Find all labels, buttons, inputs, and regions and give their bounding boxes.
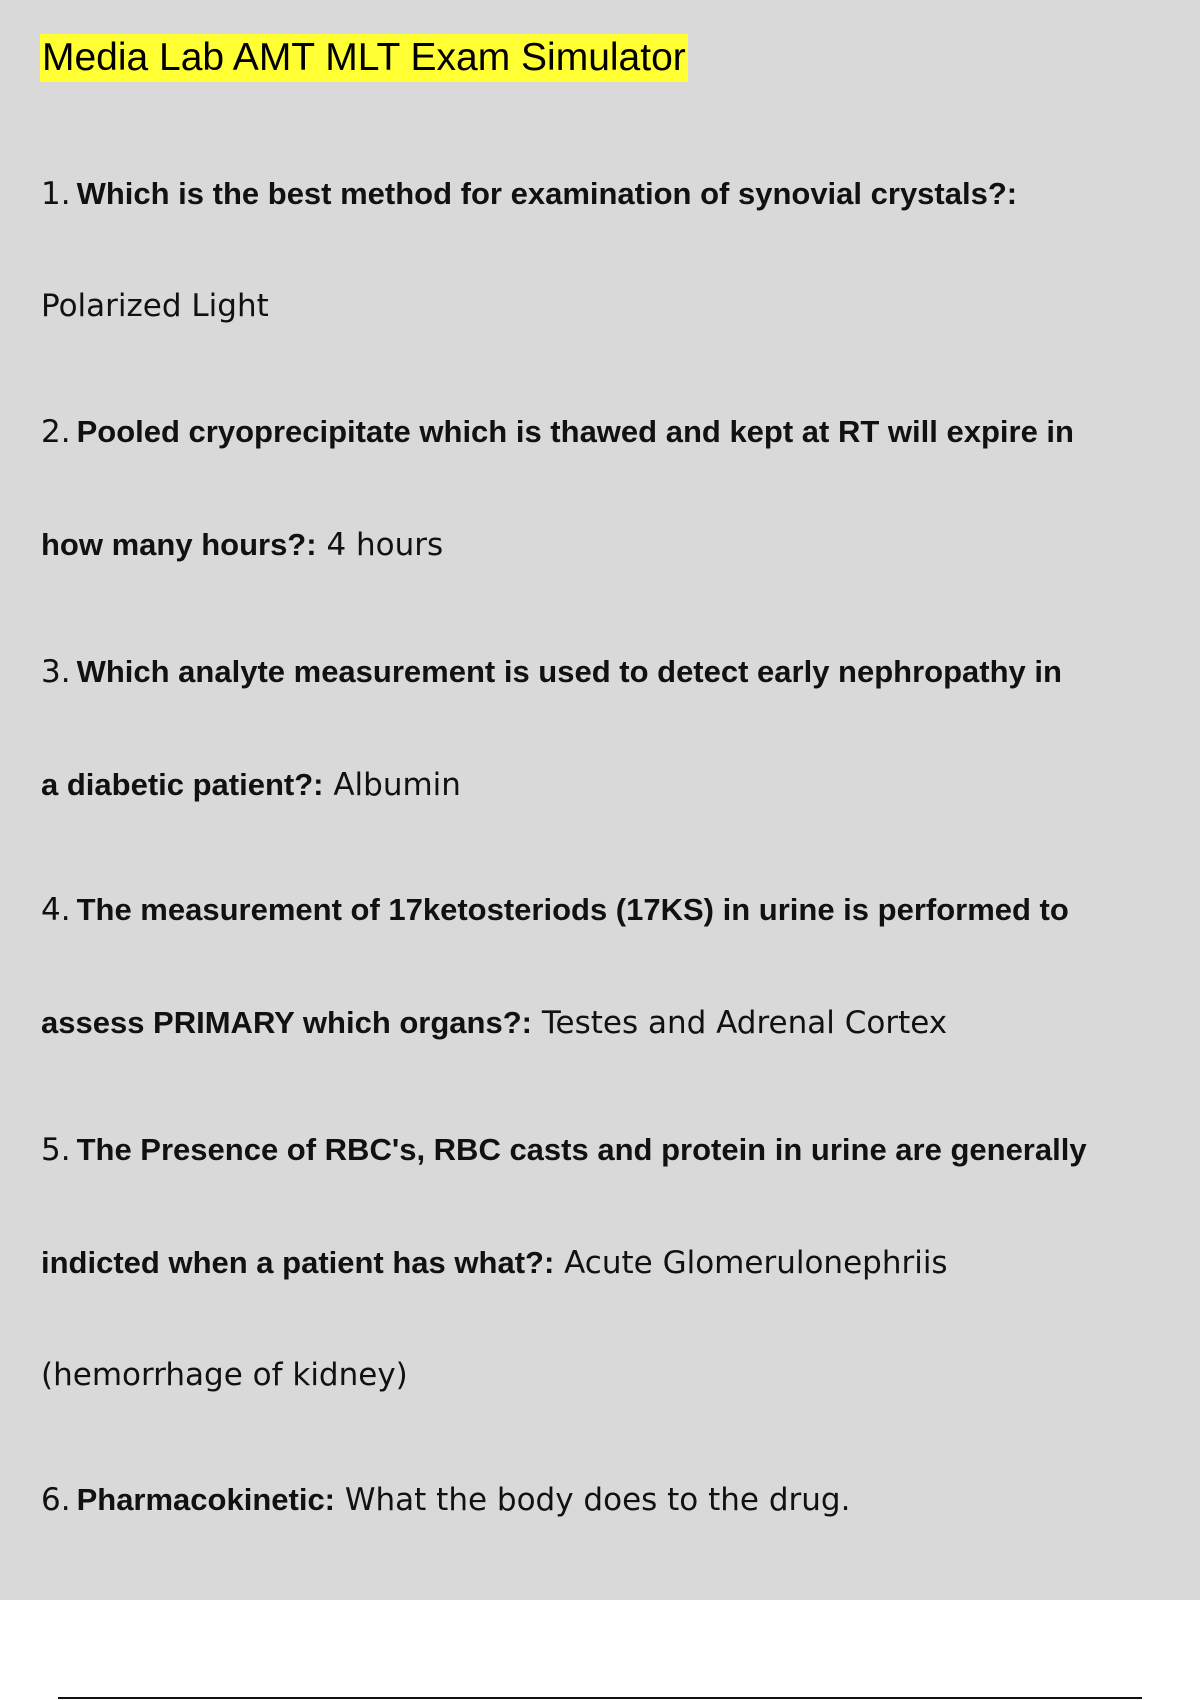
question-number: 3.	[41, 654, 71, 690]
question-number: 4.	[41, 892, 71, 928]
footer-divider	[58, 1697, 1142, 1699]
answer-5-continued	[41, 1355, 1171, 1395]
question-text: a diabetic patient?:	[41, 767, 324, 802]
question-1	[41, 174, 1171, 214]
answer-text: Acute Glomerulonephriis	[564, 1245, 948, 1281]
question-number: 5.	[41, 1132, 71, 1168]
question-text: Pharmacokinetic:	[76, 1482, 336, 1517]
question-text: Pooled cryoprecipitate which is thawed and kept at RT will expire in	[76, 414, 1074, 449]
answer-text: Testes and Adrenal Cortex	[541, 1005, 948, 1041]
question-3-continued	[41, 765, 1171, 805]
answer-1	[41, 286, 1171, 326]
question-number: 2.	[41, 414, 71, 450]
question-text: Which is the best method for examination of synovial crystals?:	[76, 176, 1018, 211]
question-text: indicted when a patient has what?:	[41, 1245, 555, 1280]
question-6	[41, 1480, 1171, 1520]
question-5-continued	[41, 1243, 1171, 1283]
question-5	[41, 1130, 1171, 1170]
answer-text: Albumin	[333, 767, 461, 803]
question-text: assess PRIMARY which organs?:	[41, 1005, 532, 1040]
question-text: how many hours?:	[41, 527, 317, 562]
answer-text: (hemorrhage of kidney)	[41, 1357, 408, 1393]
question-3	[41, 652, 1171, 692]
question-4	[41, 890, 1171, 930]
question-number: 1.	[41, 176, 71, 212]
question-4-continued	[41, 1003, 1171, 1043]
question-2	[41, 412, 1171, 452]
question-2-continued	[41, 525, 1171, 565]
question-text: Which analyte measurement is used to detect early nephropathy in	[76, 654, 1062, 689]
question-text: The Presence of RBC's, RBC casts and protein in urine are generally	[76, 1132, 1087, 1167]
answer-text: What the body does to the drug.	[344, 1482, 851, 1518]
answer-text: Polarized Light	[41, 288, 269, 324]
question-text: The measurement of 17ketosteriods (17KS) in urine is performed to	[76, 892, 1069, 927]
question-number: 6.	[41, 1482, 71, 1518]
document-title: Media Lab AMT MLT Exam Simulator	[40, 34, 688, 82]
answer-text: 4 hours	[326, 527, 444, 563]
